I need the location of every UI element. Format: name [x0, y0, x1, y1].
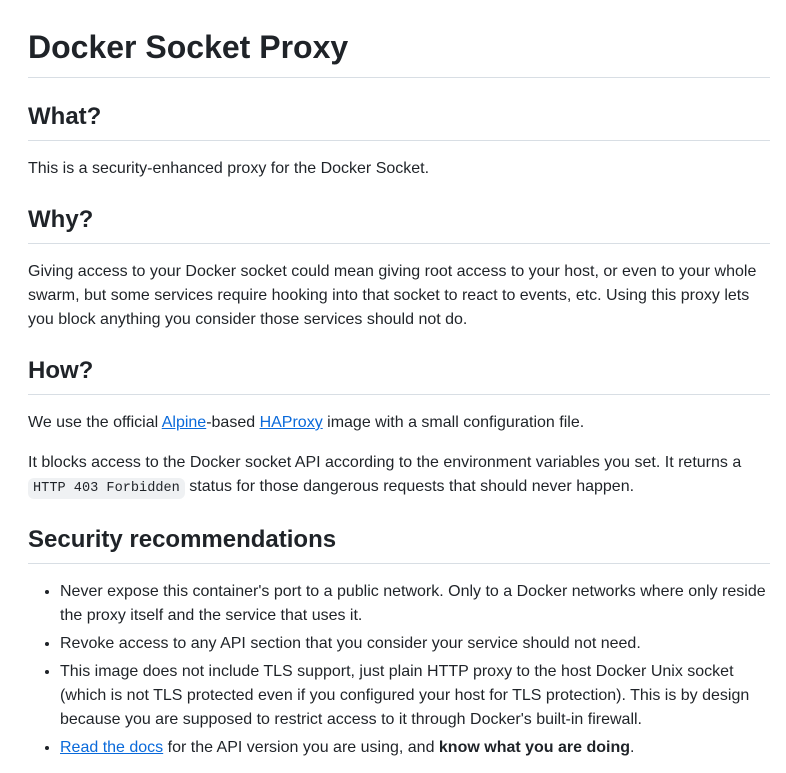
security-item-docs-end: .	[630, 739, 635, 756]
how-p1-mid: -based	[206, 414, 260, 431]
security-item-revoke: • Revoke access to any API section that you consider your service should not need.	[60, 632, 770, 656]
http-403-code: HTTP 403 Forbidden	[28, 478, 185, 499]
how-p2-after: status for those dangerous requests that should never happen.	[184, 478, 635, 495]
how-p1-before: We use the official	[28, 414, 162, 431]
read-the-docs-link[interactable]: Read the docs	[60, 739, 164, 756]
why-heading: Why?	[28, 205, 770, 244]
how-heading: How?	[28, 356, 770, 395]
security-item-network: • Never expose this container's port to a public network. Only to a Docker networks where only reside the proxy itself and the service that uses it.	[60, 580, 770, 628]
how-p1-after: image with a small configuration file.	[322, 414, 585, 431]
security-list	[28, 580, 770, 760]
how-paragraph-1	[28, 411, 770, 435]
security-item-docs-mid: for the API version you are using, and	[163, 739, 439, 756]
how-paragraph-2	[28, 451, 770, 501]
why-paragraph: Giving access to your Docker socket could mean giving root access to your host, or even to your whole swarm, but some services require hooking into that socket to react to events, etc. Using this proxy lets you block anything you consider those services should not do.	[28, 263, 757, 328]
alpine-link[interactable]: Alpine	[161, 414, 207, 431]
security-heading: Security recommendations	[28, 525, 770, 564]
security-item-tls: • This image does not include TLS support, just plain HTTP proxy to the host Docker Unix socket (which is not TLS protected even if you configured your host for TLS protection). This is by design because you are supposed to restrict access to it through Docker's built-in firewall.	[60, 660, 770, 732]
page-title: Docker Socket Proxy	[28, 0, 770, 78]
know-what-you-are-doing: know what you are doing	[438, 739, 631, 756]
security-item-docs	[60, 736, 770, 760]
haproxy-link[interactable]: HAProxy	[259, 414, 323, 431]
what-heading: What?	[28, 102, 770, 141]
what-paragraph: This is a security-enhanced proxy for the Docker Socket.	[28, 160, 430, 177]
how-p2-before: It blocks access to the Docker socket API according to the environment variables you set. It returns a	[28, 454, 742, 471]
